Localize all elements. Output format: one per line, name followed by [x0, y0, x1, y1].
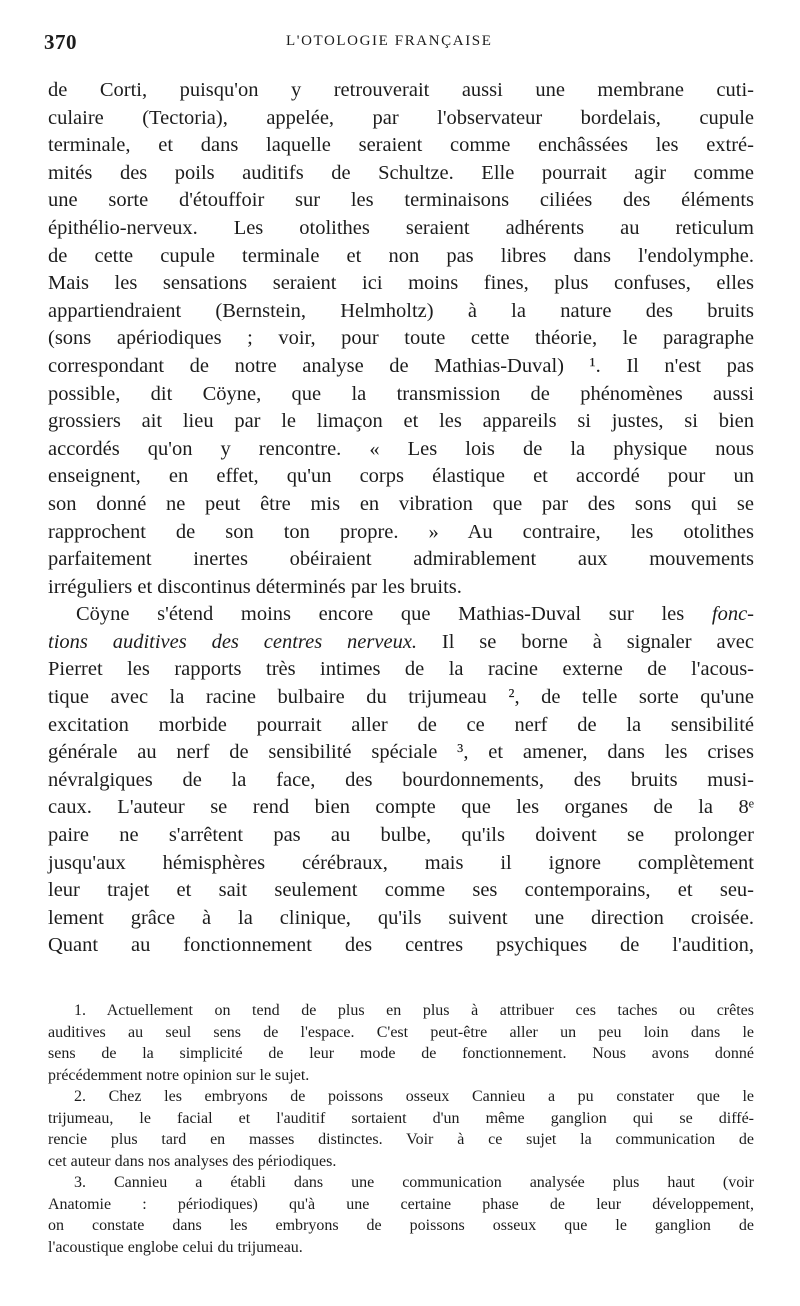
text-segment: Cöyne s'étend moins encore que Mathias-Duval sur les: [76, 603, 685, 626]
footnote-line: on constate dans les embryons de poissons osseux que le ganglion de: [48, 1217, 754, 1234]
text-line: rapprochent de son ton propre. » Au contraire, les otolithes: [48, 520, 754, 543]
text-line: Quant au fonctionnement des centres psychiques de l'audition,: [48, 934, 754, 957]
text-line: générale au nerf de sensibilité spéciale ³, et amener, dans les crises: [48, 741, 754, 764]
text-line: tique avec la racine bulbaire du trijumeau ², de telle sorte qu'une: [48, 686, 754, 709]
footnote-line: rencie plus tard en masses distinctes. Voir à ce sujet la communication de: [48, 1131, 754, 1148]
text-line: culaire (Tectoria), appelée, par l'observateur bordelais, cupule: [48, 106, 754, 129]
text-line: irréguliers et discontinus déterminés par les bruits.: [48, 575, 462, 598]
text-line: mités des poils auditifs de Schultze. Elle pourrait agir comme: [48, 161, 754, 184]
text-line: Mais les sensations seraient ici moins fines, plus confuses, elles: [48, 272, 754, 295]
footnote-line: cet auteur dans nos analyses des périodiques.: [48, 1152, 337, 1170]
footnote-line: 1. Actuellement on tend de plus en plus à attribuer ces taches ou crêtes: [74, 1002, 754, 1019]
text-line: (sons apériodiques ; voir, pour toute cette théorie, le paragraphe: [48, 327, 754, 350]
text-line: caux. L'auteur se rend bien compte que les organes de la 8ᵉ: [48, 796, 754, 819]
text-line: Pierret les rapports très intimes de la racine externe de l'acous-: [48, 658, 754, 681]
text-line: épithélio-nerveux. Les otolithes seraient adhérents au reticulum: [48, 216, 754, 239]
footnote-line: l'acoustique englobe celui du trijumeau.: [48, 1238, 303, 1256]
text-segment: Il se borne à signaler avec: [441, 630, 754, 653]
text-line: terminale, et dans laquelle seraient comme enchâssées les extré-: [48, 134, 754, 157]
text-line: enseignent, en effet, qu'un corps élastique et accordé pour un: [48, 465, 754, 488]
footnote-line: 2. Chez les embryons de poissons osseux Cannieu a pu constater que le: [74, 1088, 754, 1105]
text-line: jusqu'aux hémisphères cérébraux, mais il ignore complètement: [48, 851, 754, 874]
text-line: excitation morbide pourrait aller de ce nerf de la sensibilité: [48, 713, 754, 736]
footnotes: [48, 1000, 754, 1258]
text-line: de cette cupule terminale et non pas libres dans l'endolymphe.: [48, 244, 754, 267]
text-line: appartiendraient (Bernstein, Helmholtz) à la nature des bruits: [48, 299, 754, 322]
italic-segment: tions auditives des centres nerveux.: [48, 630, 418, 653]
footnote-line: sens de la simplicité de leur mode de fonctionnement. Nous avons donné: [48, 1045, 754, 1062]
text-line: accordés qu'on y rencontre. « Les lois de la physique nous: [48, 437, 754, 460]
footnote-line: Anatomie : périodiques) qu'à une certaine phase de leur développement,: [48, 1195, 754, 1213]
page-number: 370: [44, 30, 77, 54]
text-line: [48, 601, 754, 629]
text-line: grossiers ait lieu par le limaçon et les appareils si justes, si bien: [48, 410, 754, 433]
text-line: leur trajet et sait seulement comme ses contemporains, et seu-: [48, 879, 754, 902]
running-head: L'OTOLOGIE FRANÇAISE: [286, 33, 493, 49]
text-line: correspondant de notre analyse de Mathias-Duval) ¹. Il n'est pas: [48, 354, 754, 377]
text-line: de Corti, puisqu'on y retrouverait aussi une membrane cuti-: [48, 79, 754, 101]
italic-segment: fonc-: [711, 603, 755, 626]
page-header: [44, 28, 756, 64]
text-line: névralgiques de la face, des bourdonnements, des bruits musi-: [48, 768, 754, 791]
text-line: paire ne s'arrêtent pas au bulbe, qu'ils doivent se prolonger: [48, 824, 754, 847]
main-text: [48, 77, 754, 960]
text-line: une sorte d'étouffoir sur les terminaisons ciliées des éléments: [48, 189, 754, 212]
text-line: son donné ne peut être mis en vibration que par des sons qui se: [48, 492, 754, 515]
text-line: possible, dit Cöyne, que la transmission de phénomènes aussi: [48, 382, 754, 405]
text-line: [48, 629, 754, 657]
footnote-line: trijumeau, le facial et l'auditif sortaient d'un même ganglion qui se diffé-: [48, 1109, 754, 1127]
footnote-line: précédemment notre opinion sur le sujet.: [48, 1066, 310, 1084]
text-line: parfaitement inertes obéiraient admirablement aux mouvements: [48, 548, 754, 571]
footnote-line: 3. Cannieu a établi dans une communication analysée plus haut (voir: [74, 1174, 754, 1191]
text-line: lement grâce à la clinique, qu'ils suivent une direction croisée.: [48, 906, 754, 929]
footnote-line: auditives au seul sens de l'espace. C'est peut-être aller un peu loin dans le: [48, 1023, 754, 1041]
